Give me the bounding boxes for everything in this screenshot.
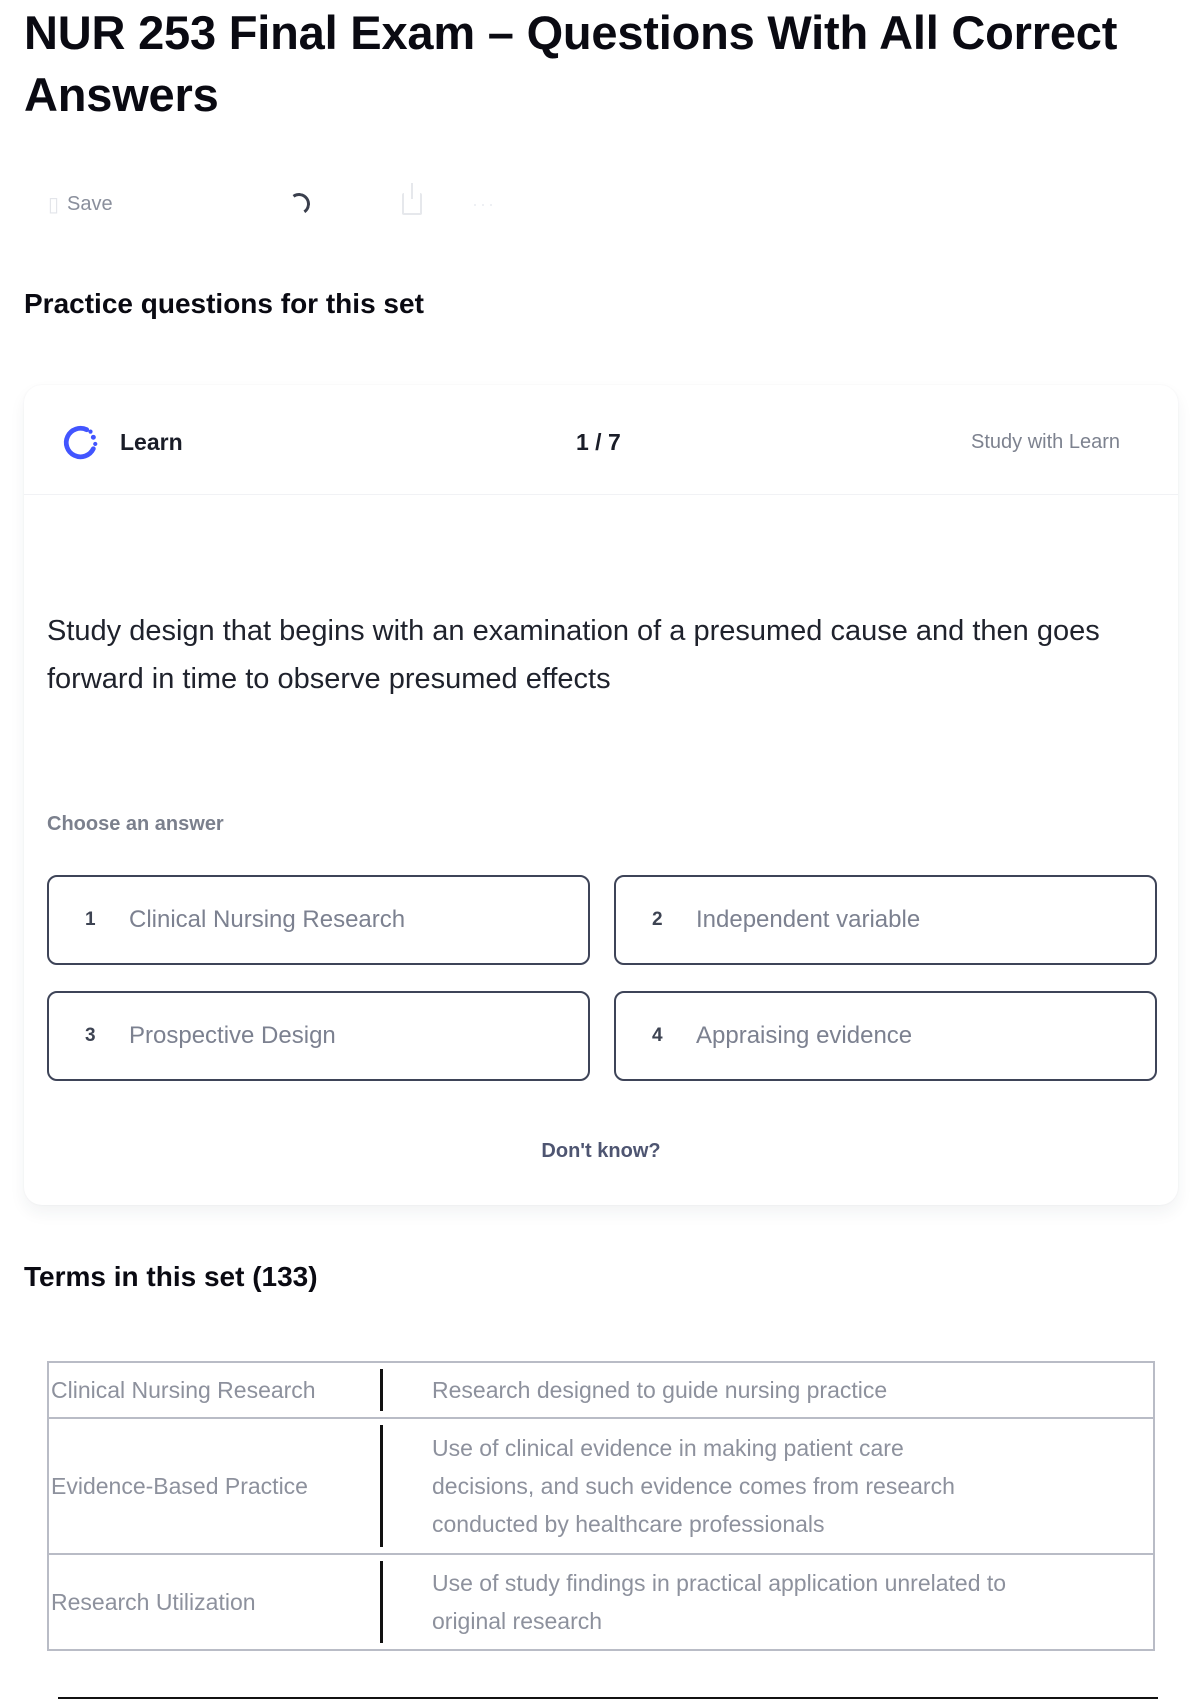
answer-grid [47,875,1155,1081]
answer-option-4[interactable] [614,991,1157,1081]
toolbar [48,186,496,222]
spinner-icon [286,191,311,216]
definition-cell: Research designed to guide nursing practice [432,1377,888,1403]
dont-know-button[interactable]: Don't know? [541,1140,661,1162]
page-title: NUR 253 Final Exam – Questions With All Correct Answers [24,6,1118,121]
column-divider [380,1369,383,1411]
answer-option-3[interactable] [47,991,590,1081]
answer-text: Appraising evidence [696,1022,913,1049]
answer-text: Independent variable [696,906,921,933]
answer-number: 3 [85,1025,96,1046]
study-with-learn-link[interactable]: Study with Learn [971,431,1120,453]
answer-number: 2 [652,909,663,930]
table-row [48,1362,1154,1418]
learn-card-header [24,385,1178,495]
practice-heading: Practice questions for this set [24,288,424,319]
learn-label: Learn [120,429,183,455]
answer-text: Prospective Design [129,1022,336,1049]
terms-table [47,1361,1155,1651]
bottom-divider [58,1697,1158,1699]
bookmark-icon: ▯ [48,193,60,216]
answer-number: 1 [85,909,96,930]
answer-text: Clinical Nursing Research [129,906,406,933]
column-divider [380,1425,383,1547]
term-cell: Clinical Nursing Research [51,1377,316,1403]
table-row [48,1554,1154,1650]
answer-option-1[interactable] [47,875,590,965]
table-row [48,1418,1154,1554]
terms-heading: Terms in this set (133) [24,1261,318,1292]
answer-option-2[interactable] [614,875,1157,965]
term-cell: Research Utilization [48,1554,380,1650]
term-cell: Evidence-Based Practice [48,1418,380,1554]
column-divider [380,1561,383,1643]
definition-cell: Use of clinical evidence in making patient care decisions, and such evidence comes from research conducted by healthcare professionals [384,1418,1154,1554]
share-icon[interactable] [402,193,422,215]
definition-cell: Use of study findings in practical application unrelated to original research [384,1554,1154,1650]
more-icon[interactable]: ··· [472,193,496,214]
question-text: Study design that begins with an examination of a presumed cause and then goes forward in time to observe presumed effects [47,615,1100,695]
learn-icon [62,424,100,462]
progress-counter: 1 / 7 [576,429,621,455]
learn-card [24,385,1178,1205]
answer-number: 4 [652,1025,663,1046]
choose-answer-label: Choose an answer [47,813,224,835]
save-button[interactable] [48,192,198,217]
save-label: Save [67,192,113,215]
